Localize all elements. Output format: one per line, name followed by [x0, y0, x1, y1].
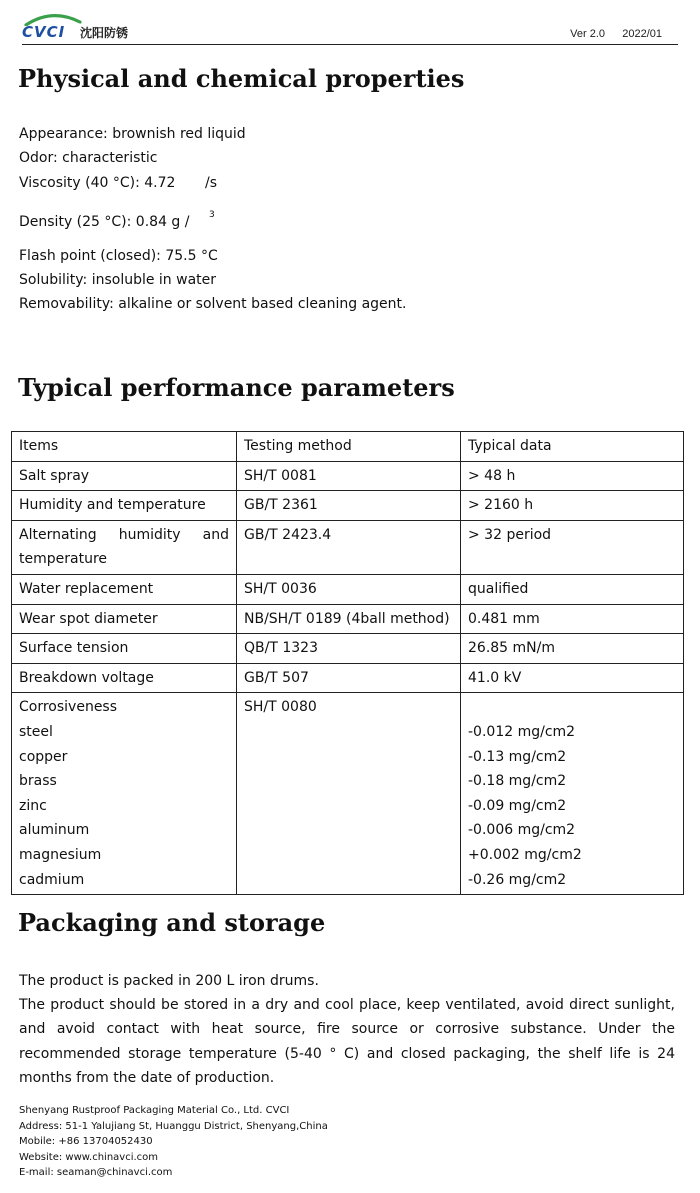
section-title-physical: Physical and chemical properties — [18, 64, 465, 93]
footer-email: E-mail: seaman@chinavci.com — [19, 1167, 173, 1178]
row-value: > 32 period — [461, 520, 684, 574]
header-items: Items — [12, 432, 237, 462]
row-item-line-1: Alternating humidity and — [19, 526, 229, 543]
header-divider — [22, 44, 678, 45]
metal-value: -0.012 mg/cm2 — [468, 723, 576, 740]
row-method: GB/T 507 — [237, 663, 461, 693]
metal-value: -0.09 mg/cm2 — [468, 797, 567, 814]
metal-label: magnesium — [19, 846, 102, 863]
row-method: SH/T 0081 — [237, 461, 461, 491]
row-value: 26.85 mN/m — [461, 634, 684, 664]
solubility-line: Solubility: insoluble in water — [19, 272, 217, 288]
corrosiveness-values — [461, 693, 684, 895]
footer-mobile: Mobile: +86 13704052430 — [19, 1136, 153, 1147]
company-logo — [22, 12, 142, 44]
table-row — [12, 574, 684, 604]
logo-text: CVCI — [22, 23, 66, 41]
metal-label: copper — [19, 748, 68, 765]
metal-label: cadmium — [19, 871, 85, 888]
odor-line: Odor: characteristic — [19, 150, 158, 166]
viscosity-line: Viscosity (40 °C): 4.72 — [19, 175, 176, 191]
metal-label: steel — [19, 723, 53, 740]
metal-value: -0.18 mg/cm2 — [468, 773, 567, 790]
metal-value: -0.26 mg/cm2 — [468, 871, 567, 888]
metal-value: +0.002 mg/cm2 — [468, 846, 582, 863]
section-title-performance: Typical performance parameters — [18, 373, 455, 402]
version-label: Ver 2.0 — [570, 28, 605, 40]
row-item: Breakdown voltage — [12, 663, 237, 693]
row-value: qualified — [461, 574, 684, 604]
row-value: > 48 h — [461, 461, 684, 491]
metal-value: -0.13 mg/cm2 — [468, 748, 567, 765]
corrosiveness-method: SH/T 0080 — [237, 693, 461, 895]
row-item: Salt spray — [12, 461, 237, 491]
footer-address: Address: 51-1 Yalujiang St, Huanggu District, Shenyang,China — [19, 1121, 328, 1132]
row-value: 41.0 kV — [461, 663, 684, 693]
removability-line: Removability: alkaline or solvent based cleaning agent. — [19, 296, 407, 312]
header-testing-method: Testing method — [237, 432, 461, 462]
date-label: 2022/01 — [622, 28, 662, 40]
row-method: SH/T 0036 — [237, 574, 461, 604]
row-method: NB/SH/T 0189 (4ball method) — [237, 604, 461, 634]
appearance-line: Appearance: brownish red liquid — [19, 126, 246, 142]
row-method: GB/T 2361 — [237, 491, 461, 521]
flash-point-line: Flash point (closed): 75.5 °C — [19, 248, 218, 264]
table-header-row — [12, 432, 684, 462]
metal-value: -0.006 mg/cm2 — [468, 822, 576, 839]
density-superscript: 3 — [209, 210, 215, 220]
header-typical-data: Typical data — [461, 432, 684, 462]
row-value: 0.481 mm — [461, 604, 684, 634]
footer-website: Website: www.chinavci.com — [19, 1152, 159, 1163]
table-row — [12, 604, 684, 634]
performance-table — [11, 431, 684, 895]
row-item: Water replacement — [12, 574, 237, 604]
row-item: Surface tension — [12, 634, 237, 664]
table-row — [12, 634, 684, 664]
logo-chinese-text: 沈阳防锈 — [80, 26, 129, 40]
footer-company: Shenyang Rustproof Packaging Material Co., Ltd. CVCI — [19, 1105, 290, 1116]
corrosiveness-label: Corrosiveness — [19, 699, 118, 716]
row-item-line-2: temperature — [19, 551, 107, 568]
packaging-paragraph-1: The product is packed in 200 L iron drums. — [19, 973, 319, 989]
table-row — [12, 663, 684, 693]
row-item — [12, 520, 237, 574]
metal-label: zinc — [19, 797, 47, 814]
row-item: Wear spot diameter — [12, 604, 237, 634]
row-method: GB/T 2423.4 — [237, 520, 461, 574]
corrosiveness-items — [12, 693, 237, 895]
row-item: Humidity and temperature — [12, 491, 237, 521]
corrosiveness-row — [12, 693, 684, 895]
metal-label: aluminum — [19, 822, 90, 839]
section-title-packaging: Packaging and storage — [18, 908, 326, 937]
table-row — [12, 491, 684, 521]
viscosity-unit: /s — [205, 175, 218, 191]
row-value: > 2160 h — [461, 491, 684, 521]
table-row — [12, 461, 684, 491]
density-line: Density (25 °C): 0.84 g / — [19, 214, 190, 230]
row-method: QB/T 1323 — [237, 634, 461, 664]
metal-label: brass — [19, 773, 57, 790]
table-row — [12, 520, 684, 574]
packaging-paragraph-2: The product should be stored in a dry and cool place, keep ventilated, avoid direct sunlight, and avoid contact with heat source, fire source or corrosive substance. Under the recommended storage temperature (5-40 ° C) and closed packaging, the shelf life is 24 months from the date of production. — [19, 997, 675, 1087]
